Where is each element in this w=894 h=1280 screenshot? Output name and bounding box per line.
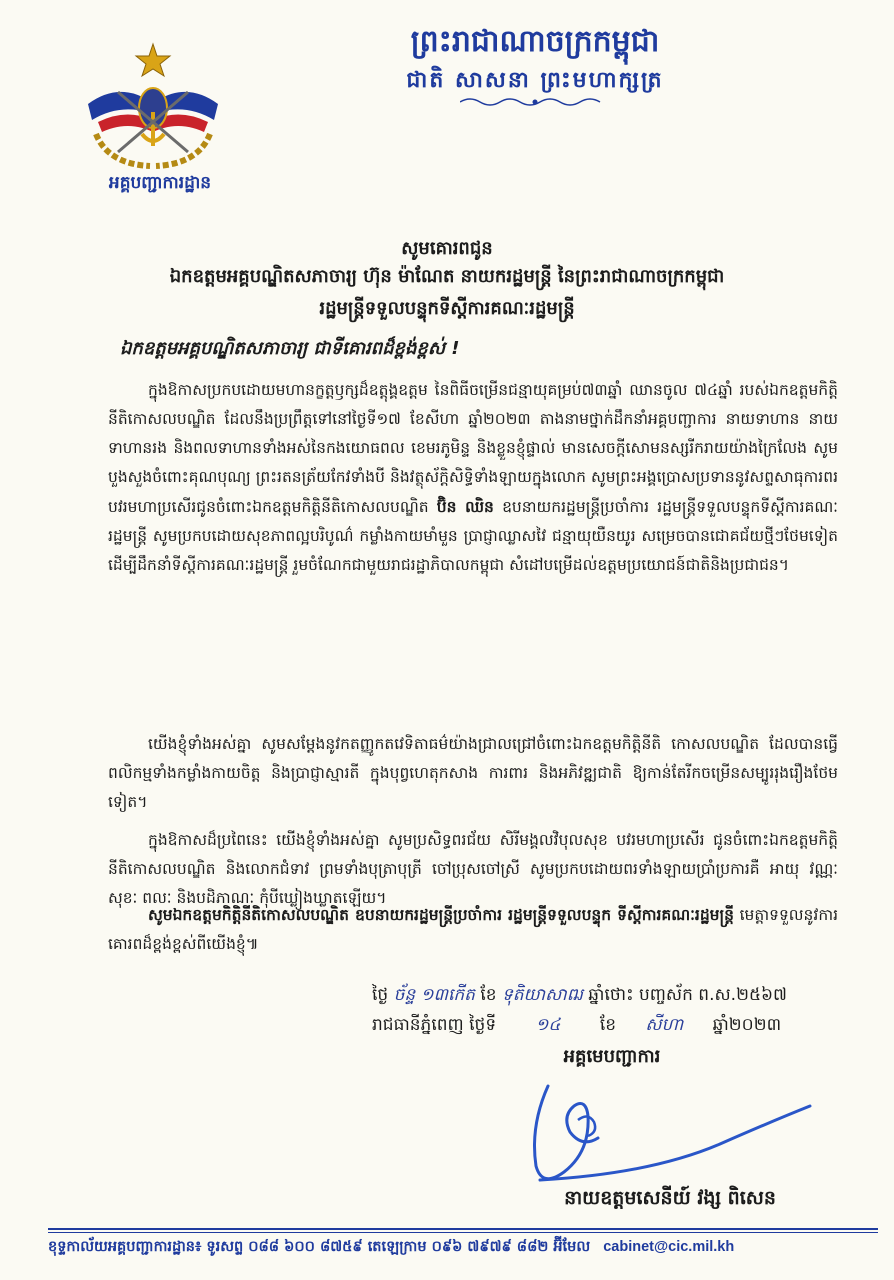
solar-date bbox=[372, 1014, 832, 1039]
recipient-greeting: សូមគោរពជូន bbox=[401, 238, 493, 259]
lunar-month-prefix: ខែ bbox=[480, 985, 497, 1005]
footer-email[interactable]: cabinet@cic.mil.kh bbox=[603, 1239, 735, 1255]
footer-contact-text: ខុទ្ទកាល័យអគ្គបញ្ជាការដ្ឋាន៖ ទូរសព្ទ ០៨៨ ៦០០ ៨៧៥៩ តេឡេក្រាម ០៩៦ ៧៩៧៩ ៨៨២ អ៊ីមែល bbox=[48, 1239, 591, 1255]
paragraph-1-tail: ឧបនាយករដ្ឋមន្ត្រីប្រចាំការ រដ្ឋមន្ត្រីទទួលបន្ទុកទីស្តីការគណៈរដ្ឋមន្ត្រី សូមប្រកបដោយសុខភាពល្អបរិបូណ៌ កម្លាំងកាយមាំមួន ប្រាជ្ញាឈ្លាសវៃ ជន្មាយុយឺនយូរ សម្រេចបានជោគជ័យថ្មីៗថែមទៀត ដើម្បីដឹកនាំទីស្តីការគណៈរដ្ឋមន្ត្រី រួមចំណែកជាមួយរាជរដ្ឋាភិបាលកម្ពុជា សំដៅបម្រើដល់ឧត្តមប្រយោជន៍ជាតិនិងប្រជាជន។ bbox=[108, 498, 838, 574]
national-motto: ជាតិ សាសនា ព្រះមហាក្សត្រ bbox=[406, 68, 664, 93]
lunar-date bbox=[372, 984, 832, 1009]
kingdom-heading: ព្រះរាជាណាចក្រកម្ពុជា bbox=[410, 24, 660, 59]
signer-title: អគ្គមេបញ្ជាការ bbox=[563, 1046, 661, 1067]
closing-bold: សូមឯកឧត្តមកិត្តិនីតិកោសលបណ្ឌិត ឧបនាយករដ្ឋមន្ត្រីប្រចាំការ រដ្ឋមន្ត្រីទទួលបន្ទុក ទីស្តីការគណៈរដ្ឋមន្ត្រី bbox=[148, 905, 734, 924]
lunar-month: ទុតិយាសាឍ bbox=[501, 985, 583, 1005]
solar-day: ១៤ bbox=[535, 1015, 561, 1035]
paragraph-1-text: ក្នុងឱកាសប្រកបដោយមហានក្ខត្តឫក្សដ៏ឧត្តុង្គឧត្តម នៃពិធីចម្រើនជន្មាយុគម្រប់៧៣ឆ្នាំ ឈានចូល ៧៤ឆ្នាំ របស់ឯកឧត្តមកិត្តិនីតិកោសលបណ្ឌិត ដែលនឹងប្រព្រឹត្តទៅនៅថ្ងៃទី១៧ ខែសីហា ឆ្នាំ២០២៣ តាងនាមថ្នាក់ដឹកនាំអគ្គបញ្ជាការ នាយទាហាន នាយទាហានរង និងពលទាហានទាំងអស់នៃកងយោធពល ខេមរភូមិន្ទ និងខ្លួនខ្ញុំផ្ទាល់ មានសេចក្តីសោមនស្សរីករាយយ៉ាងក្រៃលែង សូមបួងសួងចំពោះគុណបុណ្យ ព្រះរតនត្រ័យកែវទាំងបី និងវត្ថុស័ក្តិសិទ្ធិទាំងឡាយក្នុងលោក សូមព្រះអង្គប្រោសប្រទាននូវសព្ទសាធុការពរ បវរមហាប្រសើរជូនចំពោះឯកឧត្តមកិត្តិនីតិកោសលបណ្ឌិត bbox=[108, 381, 838, 516]
closing-tail: មេត្តាទទួលនូវការគោរពដ៏ខ្ពង់ខ្ពស់ពីយើងខ្ញុំ៕ bbox=[108, 906, 838, 953]
footer-divider bbox=[48, 1228, 878, 1230]
lunar-day: ច័ន្ទ ១៣កើត bbox=[393, 985, 475, 1005]
organization-name: អគ្គបញ្ជាការដ្ឋាន bbox=[108, 173, 212, 193]
handwritten-signature-icon bbox=[470, 1076, 830, 1192]
body-paragraph-3: ក្នុងឱកាសដ៏ប្រពៃនេះ យើងខ្ញុំទាំងអស់គ្នា សូមប្រសិទ្ធពរជ័យ សិរីមង្គលវិបុលសុខ បវរមហាប្រសើរ ជូនចំពោះឯកឧត្តមកិត្តិនីតិកោសលបណ្ឌិត និងលោកជំទាវ ព្រមទាំងបុត្រាបុត្រី ចៅប្រុសចៅស្រី សូមប្រកបដោយពរទាំងឡាយប្រាំប្រការគឺ អាយុ វណ្ណៈ សុខៈ ពលៈ និងបដិភាណៈ កុំបីឃ្លៀងឃ្លាតឡើយ។ bbox=[108, 831, 838, 907]
lunar-year: ឆ្នាំថោះ បញ្ចស័ក ព.ស.២៥៦៧ bbox=[588, 985, 787, 1005]
body-paragraph-1 bbox=[108, 376, 838, 580]
solar-month-prefix: ខែ bbox=[599, 1015, 617, 1035]
recipient-position: រដ្ឋមន្ត្រីទទួលបន្ទុកទីស្តីការគណៈរដ្ឋមន្ត្រី bbox=[319, 298, 575, 319]
body-paragraph-4 bbox=[108, 900, 838, 959]
solar-month: សីហា bbox=[645, 1015, 684, 1035]
body-paragraph-2: យើងខ្ញុំទាំងអស់គ្នា សូមសម្តែងនូវកតញ្ញូកតវេទិតាធម៌យ៉ាងជ្រាលជ្រៅចំពោះឯកឧត្តមកិត្តិនីតិ កោសលបណ្ឌិត ដែលបានធ្វើពលិកម្មទាំងកម្លាំងកាយចិត្ត និងប្រាជ្ញាស្មារតី ក្នុងបុព្វហេតុកសាង ការពារ និងអភិវឌ្ឍជាតិ ឱ្យកាន់តែរីកចម្រើនសម្បូររុងរឿងថែមទៀត។ bbox=[108, 735, 838, 811]
footer-contact bbox=[48, 1238, 878, 1259]
lunar-date-prefix: ថ្ងៃ bbox=[372, 985, 389, 1005]
recipient-name: ឯកឧត្តមអគ្គបណ្ឌិតសភាចារ្យ ហ៊ុន ម៉ាណែត នាយករដ្ឋមន្ត្រី នៃព្រះរាជាណាចក្រកម្ពុជា bbox=[169, 266, 725, 287]
footer-divider-thin bbox=[48, 1232, 878, 1233]
signer-name: នាយឧត្តមសេនីយ៍ វង្ស ពិសេន bbox=[564, 1187, 776, 1209]
solar-year: ឆ្នាំ២០២៣ bbox=[712, 1015, 782, 1035]
salutation: ឯកឧត្តមអគ្គបណ្ឌិតសភាចារ្យ ជាទីគោរពដ៏ខ្ពង់ខ្ពស់ ! bbox=[120, 338, 460, 359]
honoree-name: ប៊ិន ឈិន bbox=[436, 497, 494, 516]
ornament-divider-icon bbox=[460, 96, 610, 108]
solar-date-prefix: រាជធានីភ្នំពេញ ថ្ងៃទី bbox=[372, 1015, 497, 1035]
military-crest-icon bbox=[78, 42, 228, 172]
